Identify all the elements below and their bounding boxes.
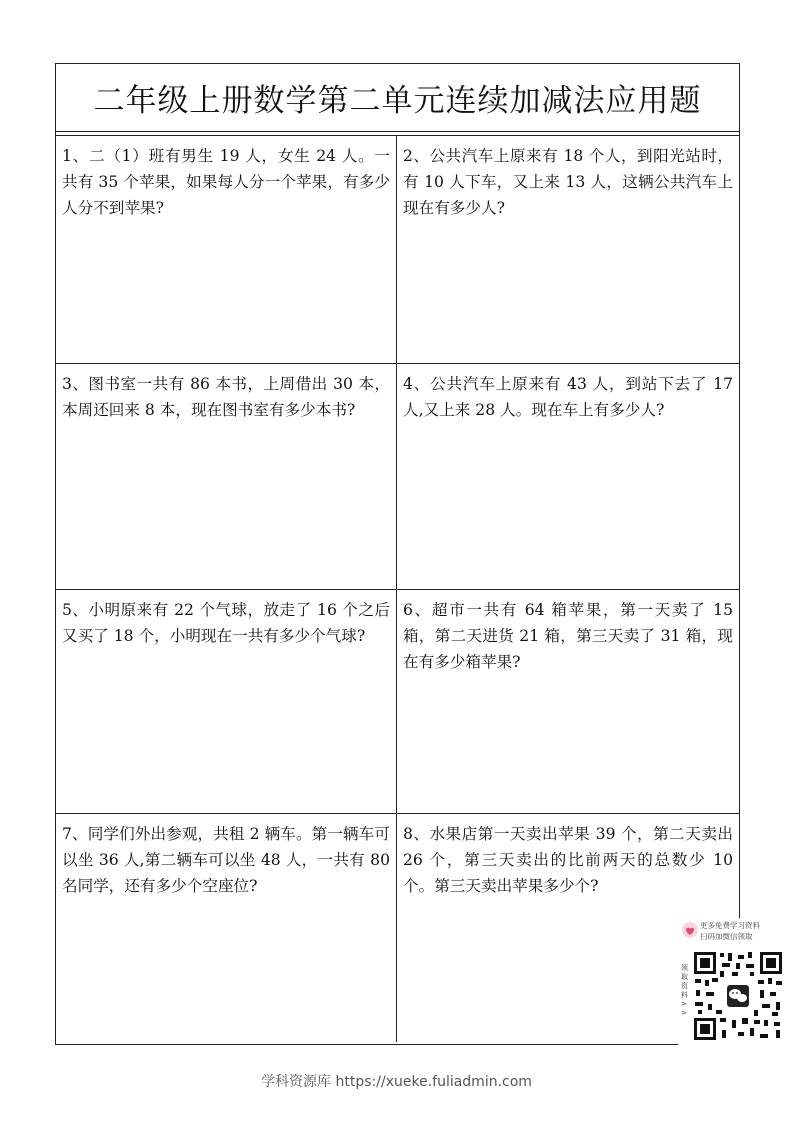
problem-6: 6、超市一共有 64 箱苹果，第一天卖了 15 箱，第二天进货 21 箱，第三天卖了 31 箱，现在有多少箱苹果?	[397, 590, 739, 814]
footer-source: 学科资源库 https://xueke.fuliadmin.com	[261, 1074, 532, 1090]
qr-caption-line2: 扫码加微信领取	[700, 932, 753, 941]
problem-3: 3、图书室一共有 86 本书，上周借出 30 本，本周还回来 8 本，现在图书室有多少本书?	[56, 364, 397, 590]
qr-promo[interactable]	[678, 918, 788, 1046]
qr-side-text: 领取资料>>	[681, 964, 688, 1017]
problem-7: 7、同学们外出参观，共租 2 辆车。第一辆车可以坐 36 人,第二辆车可以坐 48 人，一共有 80 名同学，还有多少个空座位?	[56, 814, 397, 1042]
problem-4: 4、公共汽车上原来有 43 人，到站下去了 17 人,又上来 28 人。现在车上有多少人?	[397, 364, 739, 590]
heart-hand-icon	[681, 921, 699, 939]
problem-grid	[56, 136, 739, 1042]
problem-1: 1、二（1）班有男生 19 人，女生 24 人。一共有 35 个苹果，如果每人分一个苹果，有多少人分不到苹果?	[56, 136, 397, 364]
qr-code-icon[interactable]	[692, 950, 784, 1042]
qr-caption	[700, 920, 760, 942]
problem-2: 2、公共汽车上原来有 18 个人，到阳光站时，有 10 人下车，又上来 13 人，这辆公共汽车上现在有多少人?	[397, 136, 739, 364]
problem-5: 5、小明原来有 22 个气球，放走了 16 个之后又买了 18 个，小明现在一共有多少个气球?	[56, 590, 397, 814]
worksheet	[55, 63, 740, 1045]
problem-8: 8、水果店第一天卖出苹果 39 个，第二天卖出 26 个，第三天卖出的比前两天的总数少 10 个。第三天卖出苹果多少个?	[403, 825, 733, 895]
qr-caption-line1: 更多免费学习资料	[700, 921, 760, 930]
page-title: 二年级上册数学第二单元连续加减法应用题	[56, 64, 739, 132]
